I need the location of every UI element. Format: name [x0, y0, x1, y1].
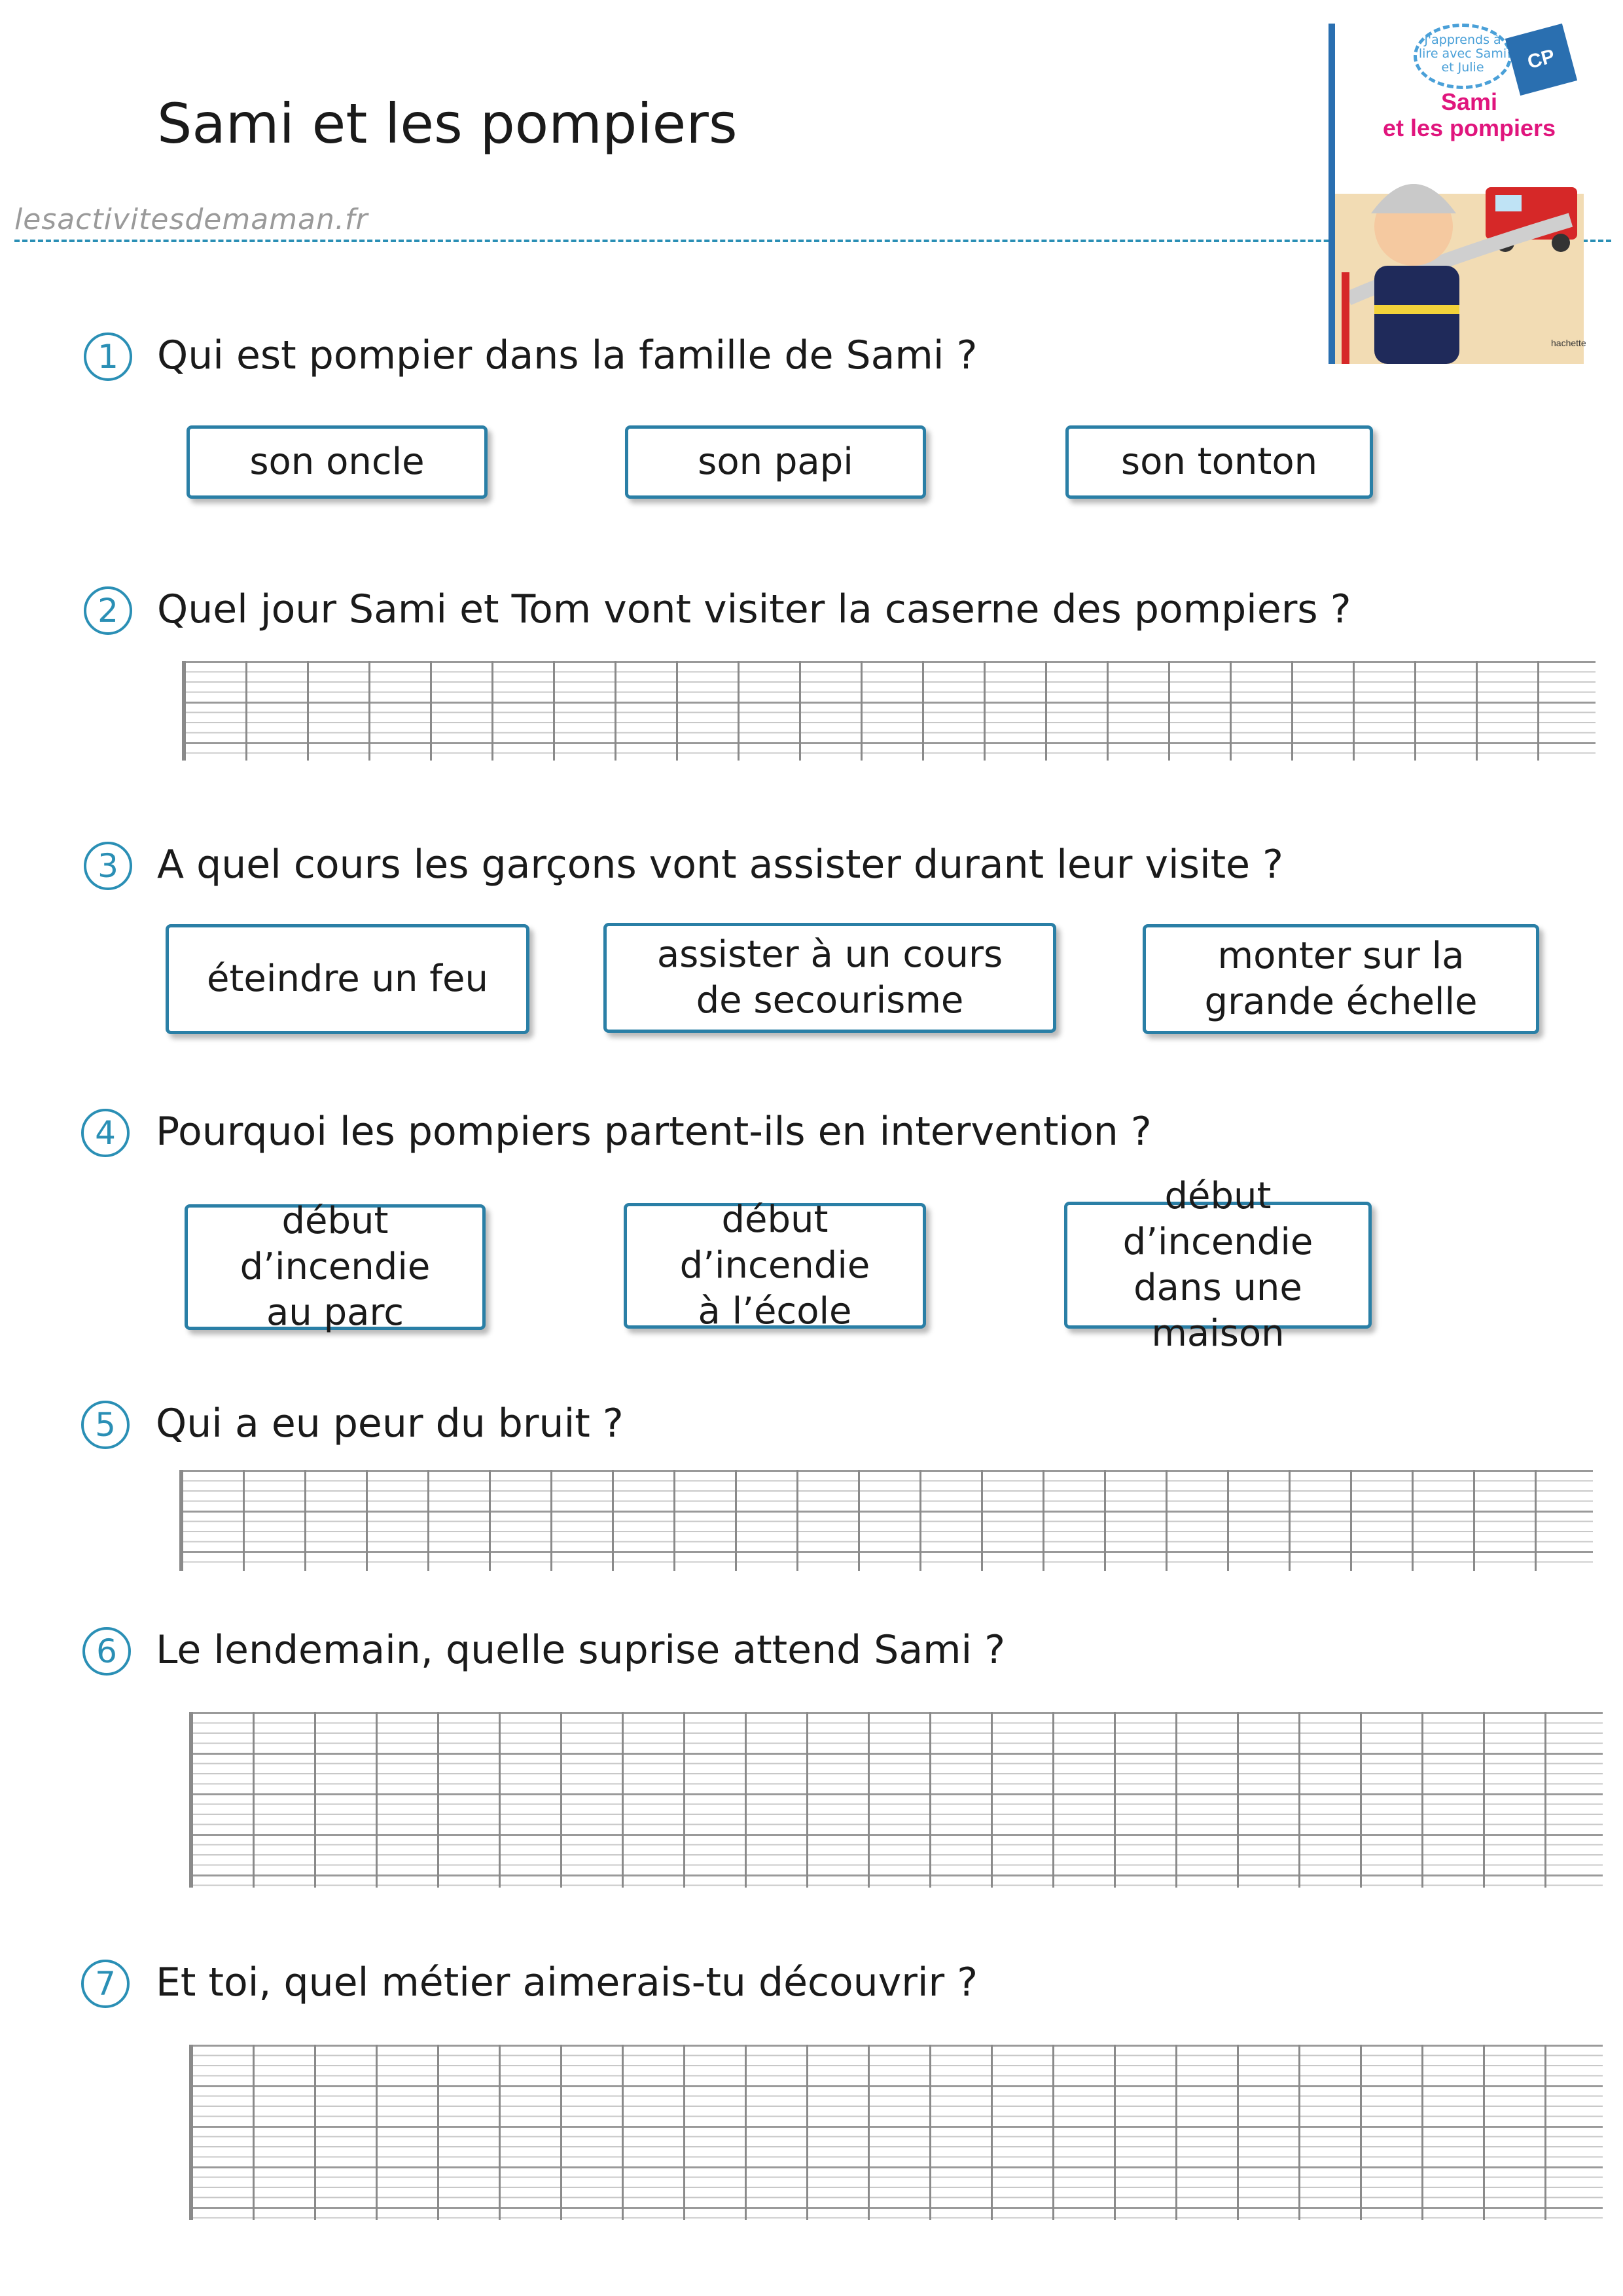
collection-badge: J'apprends à lire avec Sami et Julie: [1414, 24, 1512, 89]
question-text: Quel jour Sami et Tom vont visiter la caserne des pompiers ?: [157, 586, 1351, 632]
writing-area[interactable]: [189, 2045, 1603, 2220]
question-text: Pourquoi les pompiers partent-ils en intervention ?: [156, 1109, 1152, 1155]
choice-box[interactable]: [1065, 425, 1373, 499]
choice-label: dans une maison: [1133, 1266, 1302, 1355]
choice-label: son papi: [698, 440, 853, 483]
choice-label: début d’incendie: [240, 1200, 431, 1288]
page-title: Sami et les pompiers: [157, 92, 738, 156]
question-number: 7: [81, 1960, 130, 2008]
watermark: lesactivitesdemaman.fr: [14, 203, 368, 236]
choice-box[interactable]: [625, 425, 926, 499]
choice-label: éteindre un feu: [207, 958, 488, 1000]
choice-label: au parc: [266, 1291, 404, 1334]
book-title: [1361, 89, 1577, 141]
question-number: 5: [81, 1401, 130, 1449]
writing-area[interactable]: [179, 1470, 1593, 1571]
choice-box[interactable]: [1143, 924, 1539, 1034]
choice-box[interactable]: [185, 1200, 486, 1334]
choice-box[interactable]: [1064, 1175, 1372, 1355]
book-title-line1: Sami: [1440, 88, 1498, 115]
level-badge: CP: [1505, 24, 1577, 96]
choice-box[interactable]: [624, 1198, 926, 1333]
choice-box[interactable]: [603, 923, 1056, 1033]
question-number: 6: [82, 1627, 131, 1676]
writing-area[interactable]: [182, 661, 1596, 761]
choice-label: son oncle: [249, 440, 425, 483]
choice-label: à l’école: [698, 1290, 852, 1333]
book-cover: [1329, 24, 1586, 364]
question-number: 3: [84, 842, 132, 890]
question-text: A quel cours les garçons vont assister durant leur visite ?: [157, 842, 1284, 888]
choice-label: grande échelle: [1204, 980, 1478, 1023]
question-text: Qui a eu peur du bruit ?: [156, 1401, 624, 1446]
question-text: Et toi, quel métier aimerais-tu découvrir ?: [156, 1960, 978, 2005]
choice-box[interactable]: [166, 924, 529, 1034]
question-number: 4: [81, 1109, 130, 1157]
choice-label: de secourisme: [696, 979, 964, 1022]
choice-label: début d’incendie: [1122, 1175, 1313, 1263]
choice-label: son tonton: [1120, 440, 1318, 483]
choice-label: début d’incendie: [679, 1198, 870, 1287]
choice-label: monter sur la: [1217, 935, 1465, 977]
publisher-logo: hachette: [1551, 338, 1586, 348]
question-number: 1: [84, 332, 132, 381]
question-text: Le lendemain, quelle suprise attend Sami ?: [156, 1627, 1006, 1673]
choice-box[interactable]: [187, 425, 488, 499]
writing-area[interactable]: [189, 1712, 1603, 1888]
choice-label: assister à un cours: [656, 933, 1003, 976]
question-number: 2: [84, 586, 132, 635]
book-title-line2: et les pompiers: [1382, 114, 1556, 141]
question-text: Qui est pompier dans la famille de Sami ?: [157, 332, 978, 378]
